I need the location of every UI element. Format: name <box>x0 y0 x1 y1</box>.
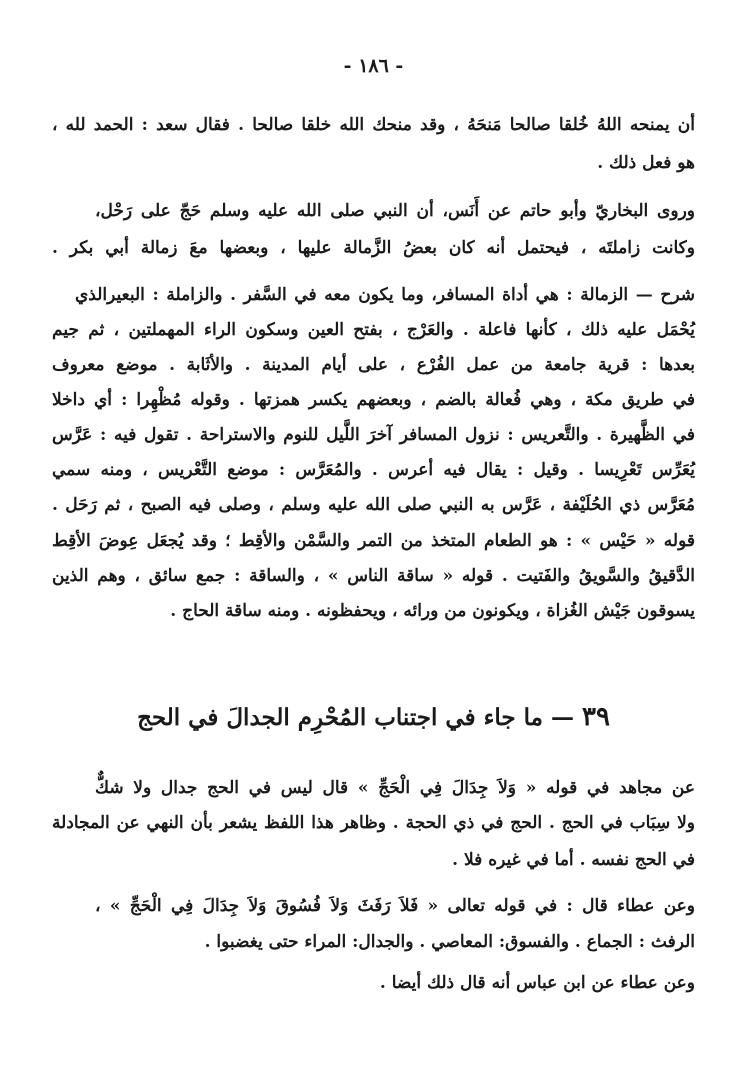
text-line: مُعَرَّس ذي الحُلَيْفة ، عَرَّس به النبي صلى الله عليه وسلم ، وصلى فيه الصبح ، ثم رَحَل . <box>52 495 695 515</box>
section-number: ٣٩ <box>581 702 610 732</box>
text-line: الدَّقيقُ والسَّويقُ والفَتيت . قوله « ساقة الناس » ، والساقة : جمع سائق ، وهم الذين <box>52 566 695 586</box>
text-line: وكانت زاملتَه ، فيحتمل أنه كان بعضُ الزَّمالة عليها ، وبعضها معَ زمالة أبي بكر . <box>52 238 695 258</box>
text-line: أن يمنحه اللهُ خُلقا صالحا مَنحَهُ ، وقد منحك الله خلقا صالحا . فقال سعد : الحمد لله ، <box>52 115 695 135</box>
text-line: ولا سِبَاب في الحج . الحج في ذي الحجة . وظاهر هذا اللفظ يشعر بأن النهي عن المجادلة <box>52 813 695 833</box>
section-heading <box>0 702 747 732</box>
text-line: وروى البخاريّ وأبو حاتم عن أَنَس، أن النبي صلى الله عليه وسلم حَجّ على رَحْل، <box>95 201 695 221</box>
text-line: قوله « حَيْس » : هو الطعام المتخذ من التمر والسَّمْن والأقِط ؛ وقد يُجعَل عِوضَ الأقِط <box>52 531 695 551</box>
text-line: وعن عطاء عن ابن عباس أنه قال ذلك أيضا . <box>379 973 695 993</box>
text-line: بعدها : قرية جامعة من عمل الفُرْع ، على أيام المدينة . والأثَابة . موضع معروف <box>52 355 695 375</box>
text-line: شرح — الزمالة : هي أداة المسافر، وما يكون معه في السَّفر . والزاملة : البعيرالذي <box>75 285 695 305</box>
text-line: في طريق مكة ، وهي فُعالة بالضم ، وبعضهم يكسر همزتها . وقوله مُظْهِرا : أي داخلا <box>52 390 695 410</box>
text-line: في الظَّهيرة . والتَّعريس : نزول المسافر آخرَ اللَّيل للنوم والاستراحة . تقول فيه : عَرَّس <box>52 425 695 445</box>
text-line: يسوقون جَيْش الغُزاة ، ويكونون من ورائه ، ويحفظونه . ومنه ساقة الحاج . <box>170 601 695 621</box>
text-line: وعن عطاء قال : في قوله تعالى « فَلاَ رَفَثَ وَلاَ فُسُوقَ وَلاَ جِدَالَ فِي الْحَجِّ » ، <box>95 896 695 916</box>
text-line: يُحْمَل عليه ذلك ، كأنها فاعلة . والعَرْج ، بفتح العين وسكون الراء المهملتين ، ثم جيم <box>52 320 695 340</box>
text-line: يُعَرِّس تَعْرِيسا . وقيل : يقال فيه أعرس . والمُعَرَّس : موضع التَّعْريس ، ومنه سمي <box>52 460 695 480</box>
page-number: - ١٨٦ - <box>343 55 404 77</box>
text-line: في الحج نفسه . أما في غيره فلا . <box>452 850 695 870</box>
text-line: الرفث : الجماع . والفسوق: المعاصي . والجدال: المراء حتى يغضبوا . <box>204 932 695 952</box>
section-title: — ما جاء في اجتناب المُحْرِم الجدالَ في الحج <box>137 704 574 731</box>
text-line: هو فعل ذلك . <box>597 153 695 173</box>
text-line: عن مجاهد في قوله « وَلاَ جِدَالَ فِي الْحَجِّ » قال ليس في الحج جدال ولا شكٌّ <box>95 778 695 798</box>
